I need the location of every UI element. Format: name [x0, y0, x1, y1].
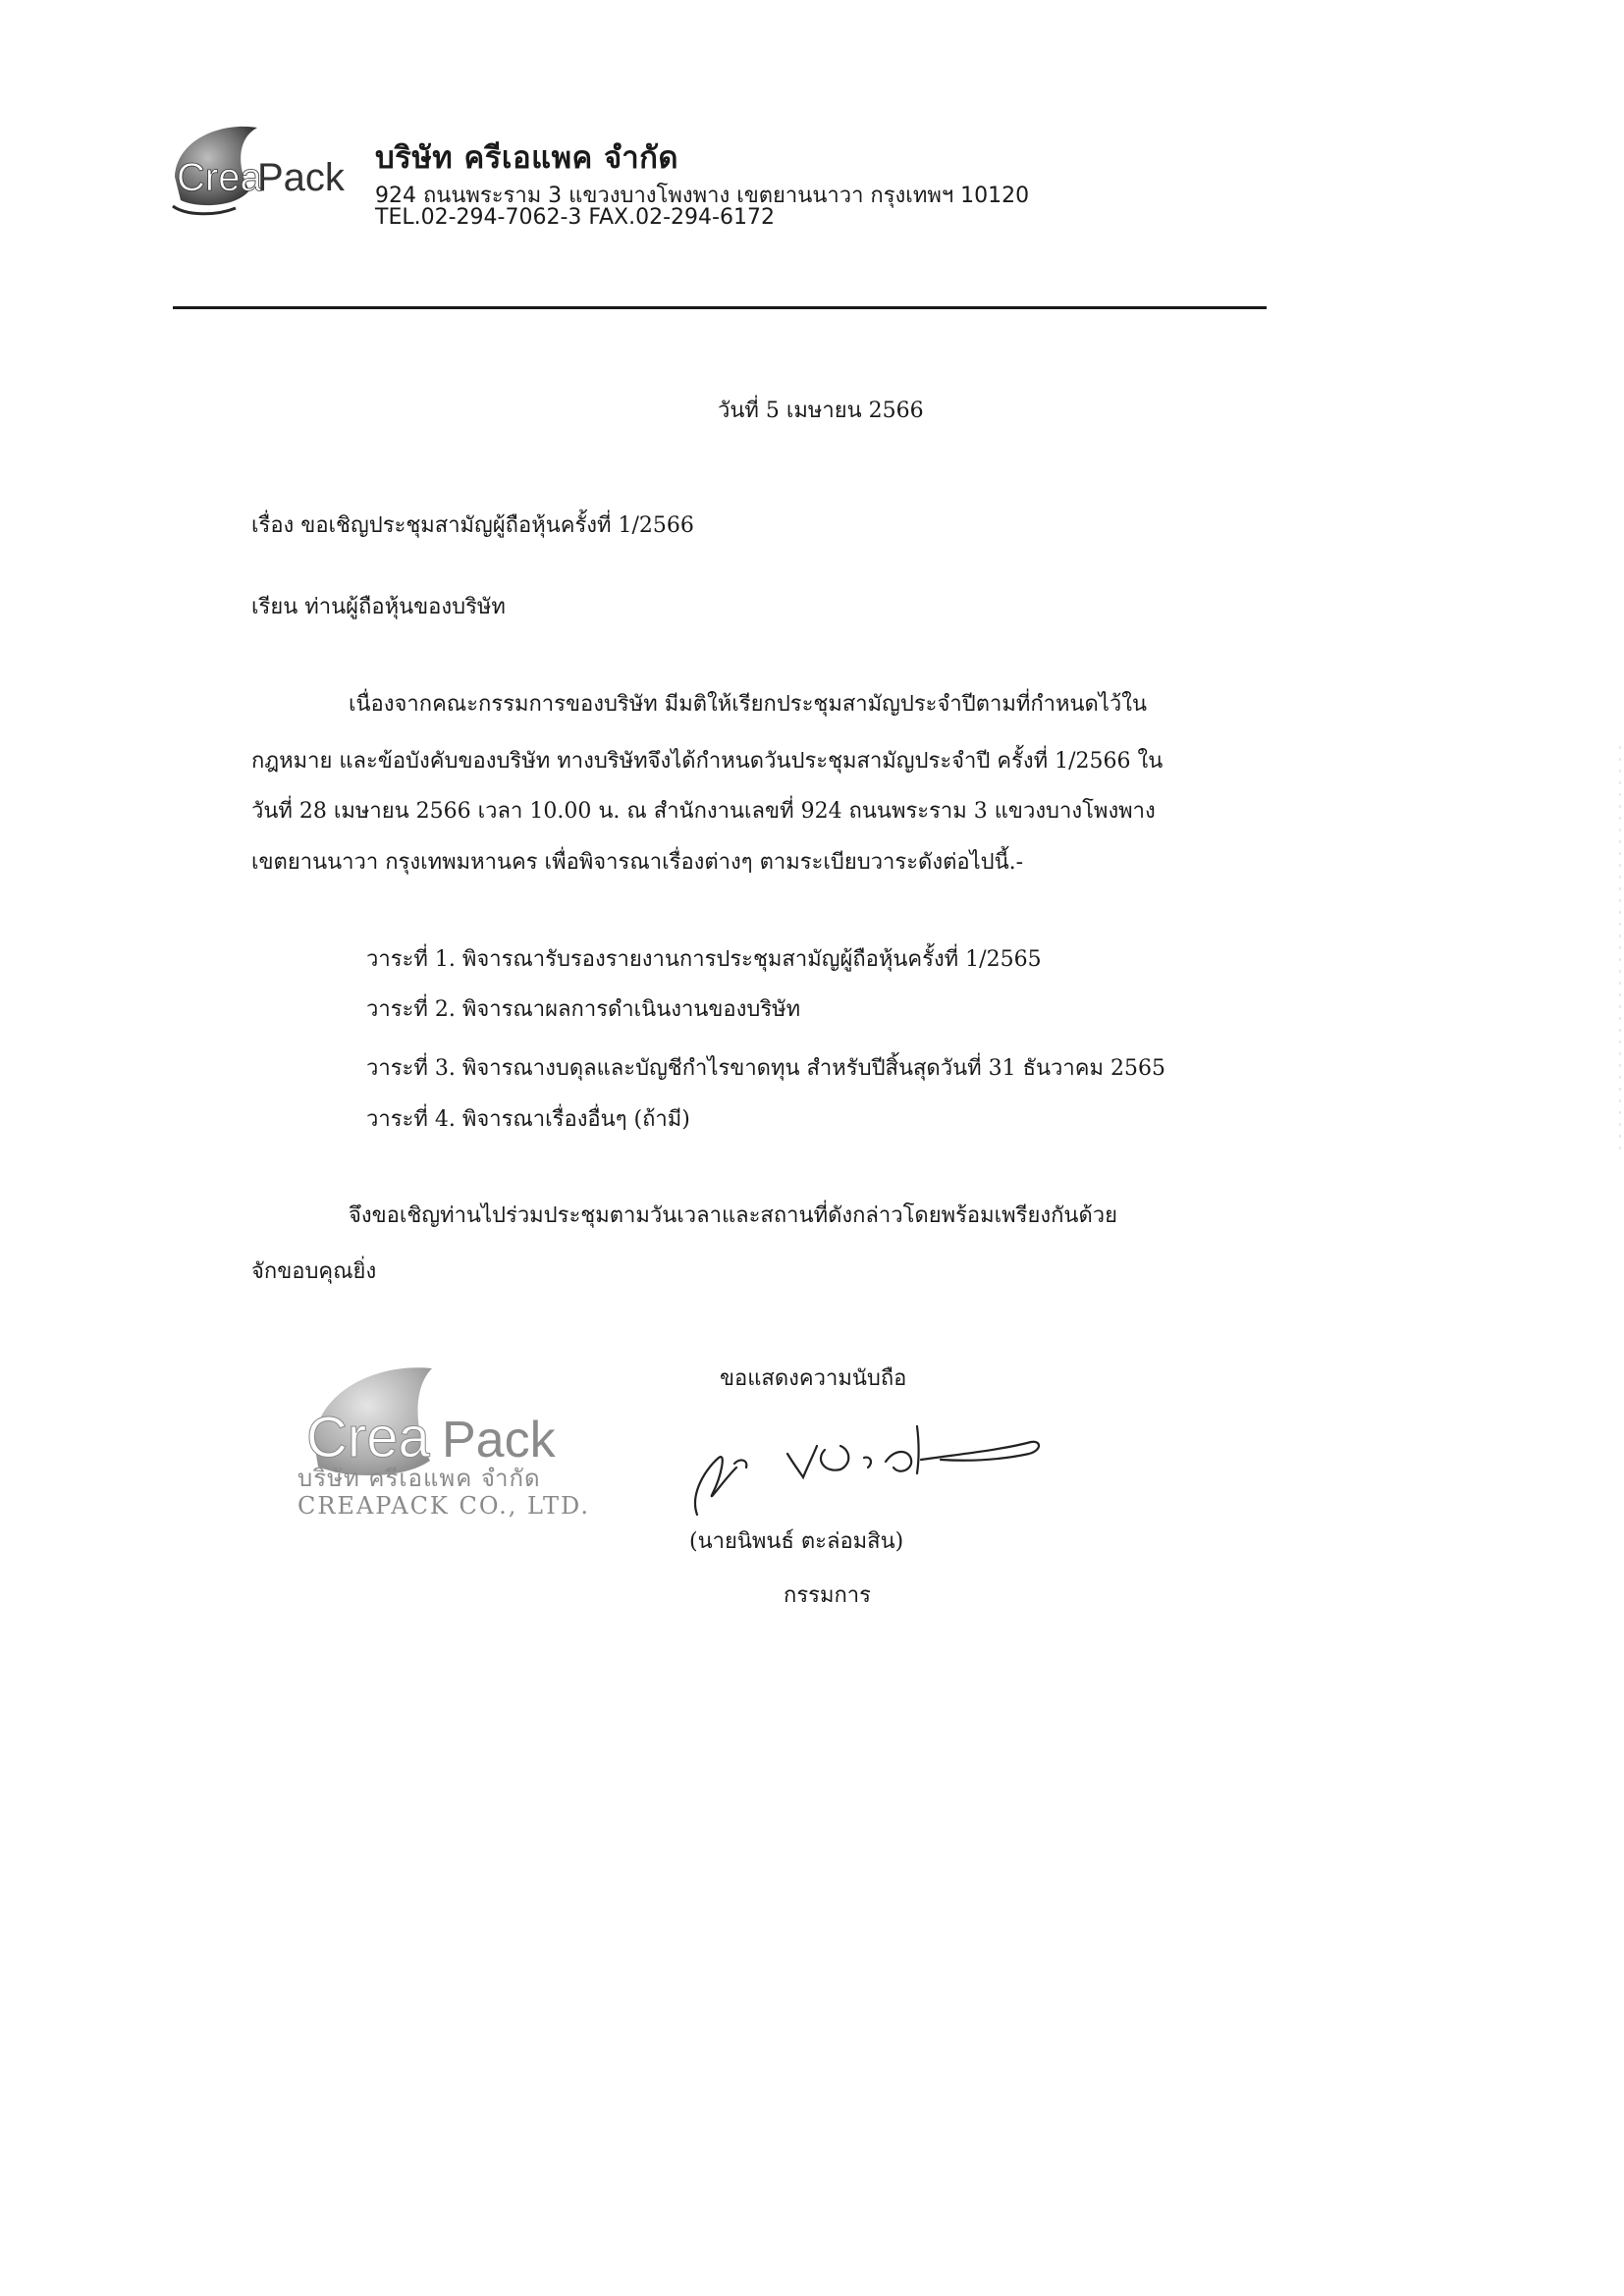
svg-text:Pack: Pack — [442, 1412, 556, 1468]
handwritten-signature — [677, 1399, 1070, 1526]
svg-text:Crea: Crea — [306, 1406, 430, 1469]
letter-subject: เรื่อง ขอเชิญประชุมสามัญผู้ถือหุ้นครั้งที่ 1/2566 — [251, 513, 694, 538]
agenda-item: วาระที่ 2. พิจารณาผลการดำเนินงานของบริษัท — [366, 997, 801, 1022]
body-line: เขตยานนาวา กรุงเทพมหานคร เพื่อพิจารณาเรื่องต่างๆ ตามระเบียบวาระดังต่อไปนี้.- — [251, 850, 1024, 875]
letter-addressee: เรียน ท่านผู้ถือหุ้นของบริษัท — [251, 595, 506, 619]
closing-salutation: ขอแสดงความนับถือ — [720, 1366, 907, 1391]
body-line: วันที่ 28 เมษายน 2566 เวลา 10.00 น. ณ สำนักงานเลขที่ 924 ถนนพระราม 3 แขวงบางโพงพาง — [251, 799, 1156, 824]
agenda-item: วาระที่ 4. พิจารณาเรื่องอื่นๆ (ถ้ามี) — [366, 1107, 690, 1132]
company-name: บริษัท ครีเอแพค จำกัด — [375, 140, 679, 176]
creapack-logo — [167, 110, 349, 233]
logo-crea-text: Crea — [177, 156, 262, 199]
body-line: กฎหมาย และข้อบังคับของบริษัท ทางบริษัทจึงได้กำหนดวันประชุมสามัญประจำปี ครั้งที่ 1/2566 ใน — [251, 749, 1164, 774]
letterhead-divider — [173, 306, 1267, 309]
scan-artifact — [1612, 746, 1624, 1158]
closing-line: จึงขอเชิญท่านไปร่วมประชุมตามวันเวลาและสถานที่ดังกล่าวโดยพร้อมเพรียงกันด้วย — [349, 1203, 1117, 1228]
company-address: 924 ถนนพระราม 3 แขวงบางโพงพาง เขตยานนาวา กรุงเทพฯ 10120 — [375, 184, 1030, 208]
seal-name-english: CREAPACK CO., LTD. — [298, 1492, 591, 1520]
agenda-item: วาระที่ 3. พิจารณางบดุลและบัญชีกำไรขาดทุน สำหรับปีสิ้นสุดวันที่ 31 ธันวาคม 2565 — [366, 1056, 1165, 1081]
seal-name-thai: บริษัท ครีเอแพค จำกัด — [298, 1465, 541, 1492]
svg-text:Pack: Pack — [257, 156, 345, 199]
letter-date: วันที่ 5 เมษายน 2566 — [718, 399, 924, 423]
body-line: เนื่องจากคณะกรรมการของบริษัท มีมติให้เรียกประชุมสามัญประจำปีตามที่กำหนดไว้ใน — [349, 692, 1148, 717]
signer-name: (นายนิพนธ์ ตะล่อมสิน) — [689, 1529, 904, 1554]
agenda-item: วาระที่ 1. พิจารณารับรองรายงานการประชุมสามัญผู้ถือหุ้นครั้งที่ 1/2565 — [366, 947, 1042, 972]
closing-line: จักขอบคุณยิ่ง — [251, 1259, 377, 1284]
company-contact: TEL.02-294-7062-3 FAX.02-294-6172 — [375, 205, 775, 230]
signer-title: กรรมการ — [784, 1583, 871, 1608]
